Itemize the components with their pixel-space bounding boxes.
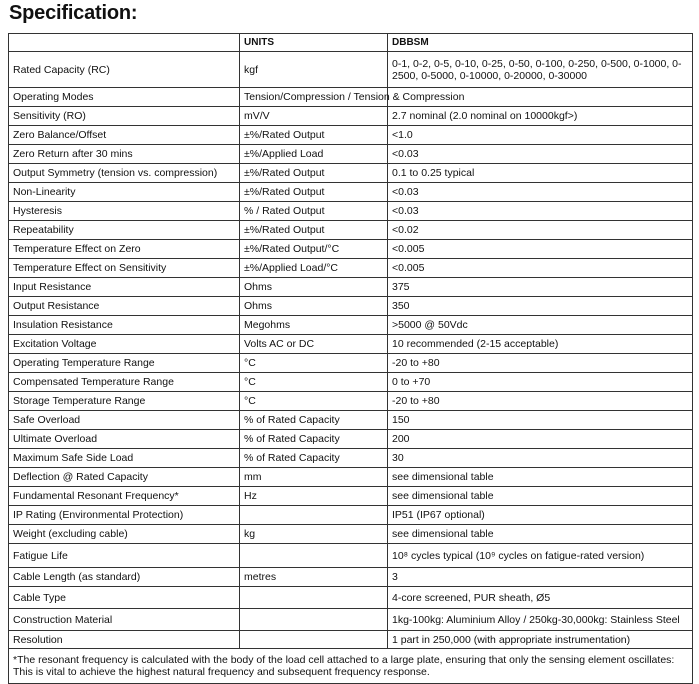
table-row — [9, 278, 693, 297]
units-cell: ±%/Applied Load — [240, 145, 388, 164]
param-cell: Temperature Effect on Zero — [9, 240, 240, 259]
param-cell: Safe Overload — [9, 411, 240, 430]
table-row — [9, 88, 693, 107]
value-cell: <0.03 — [388, 202, 693, 221]
table-row — [9, 126, 693, 145]
value-cell: -20 to +80 — [388, 392, 693, 411]
value-cell: 1kg-100kg: Aluminium Alloy / 250kg-30,000kg: Stainless Steel — [388, 609, 693, 631]
table-row — [9, 354, 693, 373]
value-cell: 1 part in 250,000 (with appropriate instrumentation) — [388, 631, 693, 649]
param-cell: Rated Capacity (RC) — [9, 52, 240, 88]
table-row — [9, 107, 693, 126]
units-cell — [240, 631, 388, 649]
value-cell: 4-core screened, PUR sheath, Ø5 — [388, 587, 693, 609]
param-cell: Deflection @ Rated Capacity — [9, 468, 240, 487]
param-cell: Non-Linearity — [9, 183, 240, 202]
units-cell: Megohms — [240, 316, 388, 335]
value-cell: <0.005 — [388, 240, 693, 259]
table-row — [9, 52, 693, 88]
value-cell: <0.03 — [388, 145, 693, 164]
param-cell: Cable Length (as standard) — [9, 568, 240, 587]
units-cell — [240, 609, 388, 631]
param-cell: Insulation Resistance — [9, 316, 240, 335]
param-cell: Temperature Effect on Sensitivity — [9, 259, 240, 278]
table-row — [9, 468, 693, 487]
value-cell: see dimensional table — [388, 525, 693, 544]
table-row — [9, 297, 693, 316]
param-cell: Operating Modes — [9, 88, 240, 107]
units-cell: mm — [240, 468, 388, 487]
units-cell: % of Rated Capacity — [240, 411, 388, 430]
units-cell: kgf — [240, 52, 388, 88]
value-cell: <0.02 — [388, 221, 693, 240]
table-row — [9, 335, 693, 354]
header-model: DBBSM — [388, 34, 693, 52]
param-cell: IP Rating (Environmental Protection) — [9, 506, 240, 525]
table-row — [9, 544, 693, 568]
units-cell: °C — [240, 373, 388, 392]
footnote-row — [9, 649, 693, 684]
table-row — [9, 449, 693, 468]
table-row — [9, 164, 693, 183]
value-cell: 0 to +70 — [388, 373, 693, 392]
value-cell: 10⁸ cycles typical (10⁹ cycles on fatigue-rated version) — [388, 544, 693, 568]
table-row — [9, 506, 693, 525]
page-title: Specification: — [9, 2, 138, 24]
table-row — [9, 609, 693, 631]
header-parameter — [9, 34, 240, 52]
units-cell: % of Rated Capacity — [240, 449, 388, 468]
param-cell: Ultimate Overload — [9, 430, 240, 449]
value-cell: -20 to +80 — [388, 354, 693, 373]
header-units: UNITS — [240, 34, 388, 52]
param-cell: Construction Material — [9, 609, 240, 631]
units-cell: Volts AC or DC — [240, 335, 388, 354]
units-cell — [240, 506, 388, 525]
param-cell: Output Symmetry (tension vs. compression) — [9, 164, 240, 183]
param-cell: Zero Return after 30 mins — [9, 145, 240, 164]
table-row — [9, 183, 693, 202]
param-cell: Hysteresis — [9, 202, 240, 221]
table-row — [9, 411, 693, 430]
table-row — [9, 316, 693, 335]
units-cell — [240, 544, 388, 568]
param-cell: Input Resistance — [9, 278, 240, 297]
units-cell: °C — [240, 354, 388, 373]
value-cell: 0.1 to 0.25 typical — [388, 164, 693, 183]
param-cell: Cable Type — [9, 587, 240, 609]
units-cell: Tension/Compression / Tension & Compression — [240, 88, 388, 107]
table-row — [9, 392, 693, 411]
value-cell: 0-1, 0-2, 0-5, 0-10, 0-25, 0-50, 0-100, 0-250, 0-500, 0-1000, 0-2500, 0-5000, 0-10000, 0-20000, 0-30000 — [388, 52, 693, 88]
param-cell: Weight (excluding cable) — [9, 525, 240, 544]
units-cell: ±%/Applied Load/°C — [240, 259, 388, 278]
table-row — [9, 525, 693, 544]
units-cell: ±%/Rated Output — [240, 221, 388, 240]
units-cell: kg — [240, 525, 388, 544]
param-cell: Fatigue Life — [9, 544, 240, 568]
table-header-row — [9, 34, 693, 52]
units-cell: % of Rated Capacity — [240, 430, 388, 449]
units-cell: mV/V — [240, 107, 388, 126]
table-row — [9, 373, 693, 392]
param-cell: Output Resistance — [9, 297, 240, 316]
value-cell: 10 recommended (2-15 acceptable) — [388, 335, 693, 354]
units-cell — [240, 587, 388, 609]
units-cell: % / Rated Output — [240, 202, 388, 221]
value-cell: 150 — [388, 411, 693, 430]
table-row — [9, 145, 693, 164]
value-cell: 3 — [388, 568, 693, 587]
value-cell: <1.0 — [388, 126, 693, 145]
table-row — [9, 221, 693, 240]
table-row — [9, 487, 693, 506]
param-cell: Resolution — [9, 631, 240, 649]
value-cell: IP51 (IP67 optional) — [388, 506, 693, 525]
table-row — [9, 202, 693, 221]
param-cell: Zero Balance/Offset — [9, 126, 240, 145]
value-cell: 30 — [388, 449, 693, 468]
param-cell: Operating Temperature Range — [9, 354, 240, 373]
footnote: *The resonant frequency is calculated with the body of the load cell attached to a large plate, ensuring that only the sensing element oscillates: This is vital to achieve the highest natural frequency and subsequent frequency response. — [9, 649, 693, 684]
param-cell: Excitation Voltage — [9, 335, 240, 354]
units-cell: Hz — [240, 487, 388, 506]
table-row — [9, 430, 693, 449]
value-cell: >5000 @ 50Vdc — [388, 316, 693, 335]
param-cell: Repeatability — [9, 221, 240, 240]
value-cell: 350 — [388, 297, 693, 316]
param-cell: Compensated Temperature Range — [9, 373, 240, 392]
value-cell: <0.03 — [388, 183, 693, 202]
table-row — [9, 240, 693, 259]
value-cell: 375 — [388, 278, 693, 297]
table-row — [9, 631, 693, 649]
units-cell: Ohms — [240, 278, 388, 297]
units-cell: metres — [240, 568, 388, 587]
table-row — [9, 587, 693, 609]
value-cell: see dimensional table — [388, 468, 693, 487]
value-cell: see dimensional table — [388, 487, 693, 506]
units-cell: Ohms — [240, 297, 388, 316]
units-cell: °C — [240, 392, 388, 411]
units-cell: ±%/Rated Output — [240, 183, 388, 202]
param-cell: Maximum Safe Side Load — [9, 449, 240, 468]
value-cell: <0.005 — [388, 259, 693, 278]
value-cell: 200 — [388, 430, 693, 449]
value-cell: 2.7 nominal (2.0 nominal on 10000kgf>) — [388, 107, 693, 126]
param-cell: Fundamental Resonant Frequency* — [9, 487, 240, 506]
units-cell: ±%/Rated Output/°C — [240, 240, 388, 259]
units-cell: ±%/Rated Output — [240, 126, 388, 145]
table-row — [9, 568, 693, 587]
param-cell: Sensitivity (RO) — [9, 107, 240, 126]
specification-table — [8, 33, 693, 684]
table-row — [9, 259, 693, 278]
units-cell: ±%/Rated Output — [240, 164, 388, 183]
param-cell: Storage Temperature Range — [9, 392, 240, 411]
